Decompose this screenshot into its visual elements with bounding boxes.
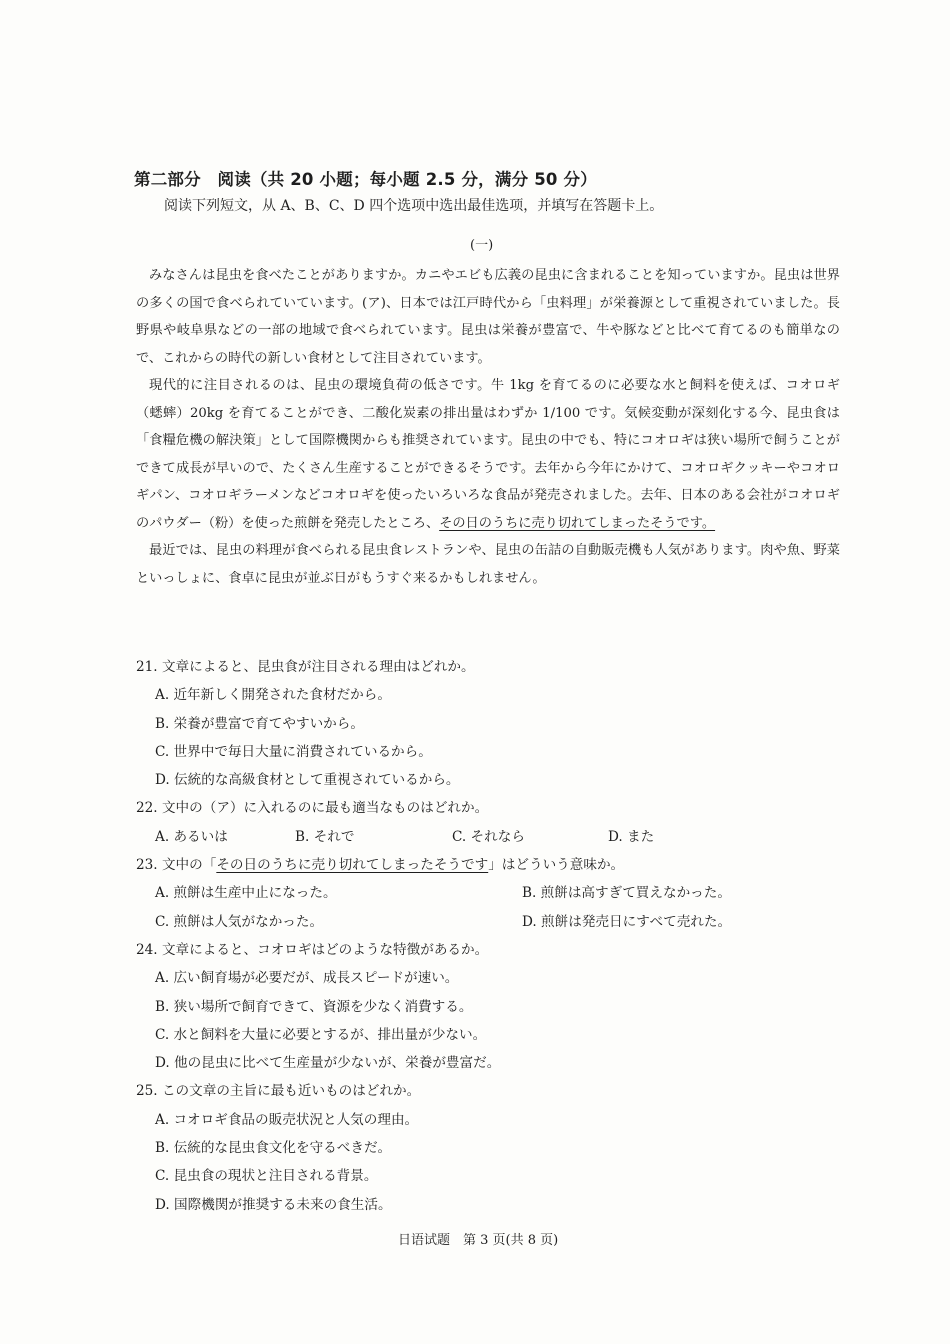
- passage-paragraph-2: [136, 372, 840, 537]
- question-25-option-a: A. コオロギ食品の販売状況と人気の理由。: [155, 1111, 419, 1128]
- question-22-options: [136, 823, 840, 851]
- question-24-stem: 24. 文章によると、コオロギはどのような特徴があるか。: [136, 941, 489, 958]
- question-list: [136, 653, 840, 1219]
- question-24-option-a: A. 広い飼育場が必要だが、成長スピードが速い。: [155, 970, 459, 987]
- instruction-text: 阅读下列短文，从 A、B、C、D 四个选项中选出最佳选项，并填写在答题卡上。: [164, 198, 664, 214]
- question-23-options-row-2: [136, 908, 840, 936]
- question-22-stem: 22. 文中の（ア）に入れるのに最も適当なものはどれか。: [136, 800, 489, 817]
- question-25-option-d: D. 国際機関が推奨する未来の食生活。: [155, 1196, 392, 1213]
- question-23-option-a: A. 煎餅は生産中止になった。: [155, 885, 337, 902]
- question-25-stem: 25. この文章の主旨に最も近いものはどれか。: [136, 1083, 421, 1100]
- question-22-option-a: A. あるいは: [155, 828, 228, 845]
- reading-passage: [136, 262, 840, 592]
- question-23-stem-pre: 23. 文中の「: [136, 857, 217, 874]
- question-22-option-c: C. それなら: [452, 828, 525, 845]
- question-21-stem: 21. 文章によると、昆虫食が注目される理由はどれか。: [136, 659, 475, 675]
- question-24-option-c: C. 水と飼料を大量に必要とするが、排出量が少ない。: [155, 1026, 487, 1043]
- question-22-option-d: D. また: [608, 828, 655, 845]
- question-21-option-b: B. 栄養が豊富で育てやすいから。: [155, 715, 364, 732]
- question-23-stem-post: 」はどういう意味か。: [488, 857, 625, 874]
- passage-number: (一): [470, 238, 494, 253]
- question-22-option-b: B. それで: [295, 828, 355, 845]
- page-footer: 日语试题 第 3 页(共 8 页): [398, 1233, 559, 1248]
- section-title: 第二部分 阅读（共 20 小题；每小题 2.5 分，满分 50 分）: [134, 170, 597, 189]
- passage-paragraph-2-text: 現代的に注目されるのは、昆虫の環境負荷の低さです。牛 1kg を育てるのに必要な水と飼料を使えば、コオロギ（蟋蟀）20kg を育てることができ、二酸化炭素の排出量はわずか 1/100 です。気候変動が深刻化する今、昆虫食は「食糧危機の解決策」として国際機関からも推奨されています。昆虫の中でも、特にコオロギは狭い場所で飼うことができて成長が早いので、たくさん生産することができるそうです。去年から今年にかけて、コオロギクッキーやコオロギパン、コオロギラーメンなどコオロギを使ったいろいろな食品が発売されました。去年、日本のある会社がコオロギのパウダー（粉）を使った煎餅を発売したところ、: [136, 378, 840, 531]
- question-23-stem: [136, 851, 840, 879]
- question-23-option-c: C. 煎餅は人気がなかった。: [155, 913, 324, 930]
- question-23-options-row-1: [136, 879, 840, 907]
- question-25-option-b: B. 伝統的な昆虫食文化を守るべきだ。: [155, 1140, 392, 1157]
- question-21-option-a: A. 近年新しく開発された食材だから。: [155, 687, 391, 704]
- question-23-option-b: B. 煎餅は高すぎて買えなかった。: [522, 885, 731, 902]
- question-25-option-c: C. 昆虫食の現状と注目される背景。: [155, 1168, 378, 1185]
- passage-paragraph-3: 最近では、昆虫の料理が食べられる昆虫食レストランや、昆虫の缶詰の自動販売機も人気があります。肉や魚、野菜といっしょに、食卓に昆虫が並ぶ日がもうすぐ来るかもしれません。: [136, 543, 840, 586]
- question-24-option-d: D. 他の昆虫に比べて生産量が少ないが、栄養が豊富だ。: [155, 1055, 501, 1072]
- question-24-option-b: B. 狭い場所で飼育できて、資源を少なく消費する。: [155, 998, 473, 1015]
- question-23-option-d: D. 煎餅は発売日にすべて売れた。: [522, 913, 732, 930]
- passage-paragraph-1: みなさんは昆虫を食べたことがありますか。カニやエビも広義の昆虫に含まれることを知っていますか。昆虫は世界の多くの国で食べられていています。(ア)、日本では江戸時代から「虫料理」が栄養源として重視されていました。長野県や岐阜県などの一部の地域で食べられています。昆虫は栄養が豊富で、牛や豚などと比べて育てるのも簡単なので、これからの時代の新しい食材として注目されています。: [136, 268, 840, 366]
- question-21-option-c: C. 世界中で毎日大量に消費されているから。: [155, 743, 432, 760]
- question-23-stem-quote: その日のうちに売り切れてしまったそうです: [216, 857, 489, 874]
- question-21-option-d: D. 伝統的な高級食材として重視されているから。: [155, 772, 460, 789]
- underlined-phrase: その日のうちに売り切れてしまったそうです。: [439, 515, 716, 531]
